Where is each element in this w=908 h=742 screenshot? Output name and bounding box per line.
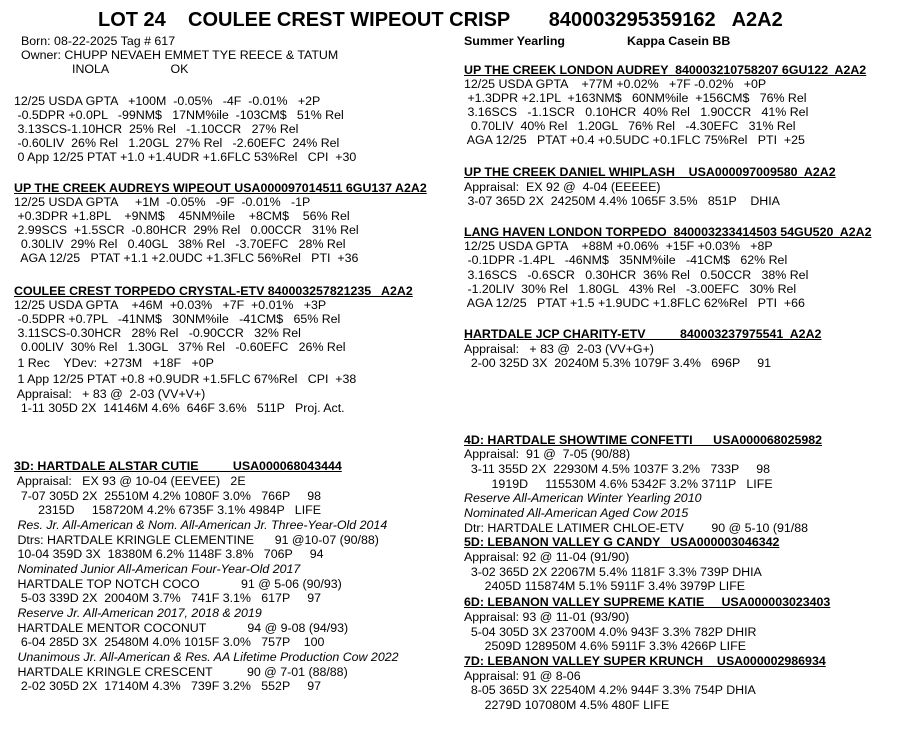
location-line: INOLA OK: [72, 62, 189, 76]
right-line: Appraisal: 93 @ 11-01 (93/90): [464, 610, 630, 624]
right-heading: UP THE CREEK DANIEL WHIPLASH USA000097009580 A2A2: [464, 165, 836, 179]
dam-heading: COULEE CREST TORPEDO CRYSTAL-ETV 840003257821235 A2A2: [14, 284, 413, 298]
award-line: Unanimous Jr. All-American & Res. AA Lifetime Production Cow 2022: [14, 650, 399, 664]
left-line: 1-11 305D 2X 14146M 4.6% 646F 3.6% 511P Proj. Act.: [14, 401, 345, 415]
award-line: Nominated All-American Aged Cow 2015: [464, 506, 689, 520]
7d-heading: 7D: LEBANON VALLEY SUPER KRUNCH USA000002986934: [464, 654, 826, 668]
award-line: Nominated Junior All-American Four-Year-Old 2017: [14, 562, 301, 576]
owner-line: Owner: CHUPP NEVAEH EMMET TYE REECE & TATUM: [21, 48, 339, 62]
left-line: Appraisal: EX 93 @ 10-04 (EEVEE) 2E: [14, 474, 246, 488]
sire-heading: UP THE CREEK AUDREYS WIPEOUT USA000097014511 6GU137 A2A2: [14, 181, 427, 195]
right-line: AGA 12/25 PTAT +0.4 +0.5UDC +0.1FLC 75%Rel PTI +25: [464, 133, 805, 147]
right-line: -0.1DPR -1.4PL -46NM$ 35NM%ile -41CM$ 62% Rel: [464, 253, 788, 267]
left-line: 3.13SCS-1.10HCR 25% Rel -1.10CCR 27% Rel: [14, 122, 299, 136]
left-line: 12/25 USDA GPTA +1M -0.05% -9F -0.01% -1P: [14, 195, 311, 209]
right-line: -1.20LIV 30% Rel 1.80GL 43% Rel -3.00EFC 30% Rel: [464, 282, 797, 296]
right-line: 1919D 115530M 4.6% 5342F 3.2% 3711P LIFE: [464, 477, 773, 491]
right-line: 3.16SCS -1.1SCR 0.10HCR 40% Rel 1.90CCR 41% Rel: [464, 105, 809, 119]
kappa-casein: Kappa Casein BB: [627, 34, 731, 48]
right-line: 3-07 365D 2X 24250M 4.4% 1065F 3.5% 851P DHIA: [464, 194, 780, 208]
lot-title: LOT 24 COULEE CREST WIPEOUT CRISP 840003295359162 A2A2: [98, 9, 783, 31]
right-heading: LANG HAVEN LONDON TORPEDO 840003233414503 54GU520 A2A2: [464, 225, 872, 239]
left-line: 0 App 12/25 PTAT +1.0 +1.4UDR +1.6FLC 53%Rel CPI +30: [14, 150, 357, 164]
award-line: Res. Jr. All-American & Nom. All-American Jr. Three-Year-Old 2014: [14, 518, 388, 532]
award-line: Reserve Jr. All-American 2017, 2018 & 2019: [14, 606, 262, 620]
6d-heading: 6D: LEBANON VALLEY SUPREME KATIE USA000003023403: [464, 595, 831, 609]
right-line: 2405D 115874M 5.1% 5911F 3.4% 3979P LIFE: [464, 579, 746, 593]
right-line: Dtr: HARTDALE LATIMER CHLOE-ETV 90 @ 5-10 (91/88: [464, 521, 809, 535]
right-line: 2509D 128950M 4.6% 5911F 3.3% 4266P LIFE: [464, 639, 746, 653]
left-line: 0.00LIV 30% Rel 1.30GL 37% Rel -0.60EFC 26% Rel: [14, 340, 346, 354]
left-line: 5-03 339D 2X 20040M 3.7% 741F 3.1% 617P 97: [14, 591, 321, 605]
left-line: -0.5DPR +0.7PL -41NM$ 30NM%ile -41CM$ 65% Rel: [14, 312, 341, 326]
left-line: 7-07 305D 2X 25510M 4.2% 1080F 3.0% 766P 98: [14, 489, 321, 503]
left-line: HARTDALE KRINGLE CRESCENT 90 @ 7-01 (88/88): [14, 665, 348, 679]
right-line: 2279D 107080M 4.5% 480F LIFE: [464, 698, 670, 712]
right-line: 5-04 305D 3X 23700M 4.0% 943F 3.3% 782P DHIR: [464, 625, 757, 639]
3d-heading: 3D: HARTDALE ALSTAR CUTIE USA000068043444: [14, 459, 342, 473]
right-line: Appraisal: 92 @ 11-04 (91/90): [464, 550, 630, 564]
left-line: 2-02 305D 2X 17140M 4.3% 739F 3.2% 552P 97: [14, 679, 321, 693]
born-line: Born: 08-22-2025 Tag # 617: [21, 34, 176, 48]
left-line: 12/25 USDA GPTA +46M +0.03% +7F +0.01% +3P: [14, 298, 327, 312]
left-line: AGA 12/25 PTAT +1.1 +2.0UDC +1.3FLC 56%Rel PTI +36: [14, 251, 359, 265]
left-line: Appraisal: + 83 @ 2-03 (VV+V+): [14, 387, 206, 401]
right-line: 8-05 365D 3X 22540M 4.2% 944F 3.3% 754P DHIA: [464, 683, 756, 697]
award-line: Reserve All-American Winter Yearling 2010: [464, 491, 702, 505]
right-line: Appraisal: + 83 @ 2-03 (VV+G+): [464, 342, 654, 356]
right-line: 0.70LIV 40% Rel 1.20GL 76% Rel -4.30EFC 31% Rel: [464, 119, 796, 133]
left-line: -0.5DPR +0.0PL -99NM$ 17NM%ile -103CM$ 51% Rel: [14, 108, 344, 122]
4d-heading: 4D: HARTDALE SHOWTIME CONFETTI USA000068025982: [464, 433, 823, 447]
right-line: 3.16SCS -0.6SCR 0.30HCR 36% Rel 0.50CCR 38% Rel: [464, 268, 809, 282]
right-line: 12/25 USDA GPTA +77M +0.02% +7F -0.02% +0P: [464, 77, 767, 91]
left-line: +0.3DPR +1.8PL +9NM$ 45NM%ile +8CM$ 56% Rel: [14, 209, 350, 223]
right-line: 3-11 355D 2X 22930M 4.5% 1037F 3.2% 733P 98: [464, 462, 771, 476]
5d-heading: 5D: LEBANON VALLEY G CANDY USA000003046342: [464, 535, 780, 549]
left-line: -0.60LIV 26% Rel 1.20GL 27% Rel -2.60EFC 24% Rel: [14, 136, 340, 150]
right-line: +1.3DPR +2.1PL +163NM$ 60NM%ile +156CM$ 76% Rel: [464, 91, 807, 105]
left-line: HARTDALE TOP NOTCH COCO 91 @ 5-06 (90/93): [14, 577, 342, 591]
right-line: 3-02 365D 2X 22067M 5.4% 1181F 3.3% 739P DHIA: [464, 565, 762, 579]
left-line: 6-04 285D 3X 25480M 4.0% 1015F 3.0% 757P 100: [14, 635, 325, 649]
right-line: 2-00 325D 3X 20240M 5.3% 1079F 3.4% 696P 91: [464, 356, 771, 370]
left-line: 12/25 USDA GPTA +100M -0.05% -4F -0.01% +2P: [14, 94, 321, 108]
left-line: HARTDALE MENTOR COCONUT 94 @ 9-08 (94/93): [14, 621, 349, 635]
right-line: AGA 12/25 PTAT +1.5 +1.9UDC +1.8FLC 62%Rel PTI +66: [464, 296, 805, 310]
left-line: 2.99SCS +1.5SCR -0.80HCR 29% Rel 0.00CCR 31% Rel: [14, 223, 359, 237]
right-line: Appraisal: 91 @ 7-05 (90/88): [464, 447, 631, 461]
summer-yearling: Summer Yearling: [464, 34, 566, 48]
right-heading: HARTDALE JCP CHARITY-ETV 840003237975541 A2A2: [464, 327, 822, 341]
left-line: 1 Rec YDev: +273M +18F +0P: [14, 356, 214, 370]
right-heading: UP THE CREEK LONDON AUDREY 840003210758207 6GU122 A2A2: [464, 63, 867, 77]
left-line: 0.30LIV 29% Rel 0.40GL 38% Rel -3.70EFC 28% Rel: [14, 237, 346, 251]
left-line: 3.11SCS-0.30HCR 28% Rel -0.90CCR 32% Rel: [14, 326, 301, 340]
right-line: Appraisal: EX 92 @ 4-04 (EEEEE): [464, 180, 661, 194]
right-line: Appraisal: 91 @ 8-06: [464, 669, 581, 683]
left-line: 10-04 359D 3X 18380M 6.2% 1148F 3.8% 706P 94: [14, 547, 324, 561]
left-line: Dtrs: HARTDALE KRINGLE CLEMENTINE 91 @10-07 (90/88): [14, 533, 379, 547]
left-line: 2315D 158720M 4.2% 6735F 3.1% 4984P LIFE: [14, 503, 321, 517]
right-line: 12/25 USDA GPTA +88M +0.06% +15F +0.03% +8P: [464, 239, 773, 253]
left-line: 1 App 12/25 PTAT +0.8 +0.9UDR +1.5FLC 67%Rel CPI +38: [14, 372, 357, 386]
